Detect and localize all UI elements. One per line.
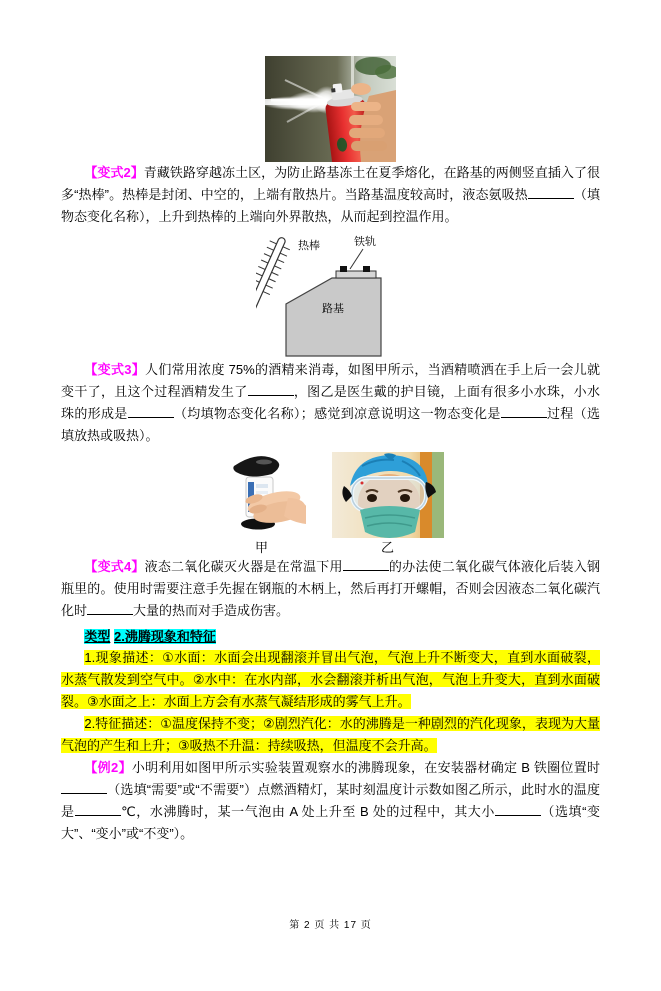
problem-v2-text-1: 青藏铁路穿越冻土区，为防止路基冻土在夏季熔化，在路基的两侧竖直插入了很多“热棒”。热棒是封闭、中空的，上端有散热片。当路基温度较高时，液态氨吸热 (61, 165, 600, 202)
rail-base (336, 271, 376, 278)
problem-v3 (61, 359, 600, 447)
rail-pointer-line (350, 249, 363, 269)
problem-v4-text-3: 大量的热而对手造成伤害。 (133, 603, 290, 618)
figure-yi-label: 乙 (380, 540, 394, 555)
section-heading-part1: 类型 (84, 629, 111, 644)
note-phenomenon (61, 647, 600, 713)
problem-v2-tag: 【变式2】 (84, 165, 144, 180)
background-curtain (432, 452, 444, 538)
heat-rod-diagram-svg (256, 232, 406, 359)
problem-v4-text-1: 液态二氧化碳灭火器是在常温下用 (144, 559, 343, 574)
note-characteristics-text: 2.特征描述：①温度保持不变；②剧烈汽化：水的沸腾是一种剧烈的汽化现象，表现为大量气泡的产生和上升；③吸热不升温：持续吸热，但温度不会升高。 (61, 716, 600, 753)
problem-v2 (61, 162, 600, 228)
roadbed-label: 路基 (321, 303, 344, 315)
fill-blank (75, 804, 121, 816)
spray-can-illustration (265, 56, 396, 162)
problem-v3-text-2: ，图乙是医生戴的护目镜，上面有很多小水珠，小水珠的形成是 (61, 384, 600, 421)
fill-blank (528, 187, 574, 199)
worksheet-page (0, 56, 661, 991)
spray-can-photo (265, 56, 396, 162)
problem-ex2-text-2: （选填“需要”或“不需要”）点燃酒精灯，某时刻温度计示数如图乙所示，此时水的温度是 (61, 782, 600, 819)
figure-jia-label: 甲 (254, 540, 268, 555)
fill-blank (87, 603, 133, 615)
problem-v4-text-2: 的办法使二氧化碳气体液化后装入钢瓶里的。使用时需要注意手先握在钢瓶的木柄上，然后再打开螺帽，否则会因液态二氧化碳汽化时 (61, 559, 600, 618)
problem-v3-text-4: 过程（选填放热或吸热）。 (61, 406, 600, 443)
fill-blank (495, 804, 541, 816)
problem-v2-text-2: （填物态变化名称），上升到热棒的上端向外界散热，从而起到控温作用。 (61, 187, 600, 224)
note-characteristics (61, 713, 600, 757)
page-number: 第 2 页 共 17 页 (289, 920, 372, 931)
problem-v3-tag: 【变式3】 (84, 362, 146, 377)
problem-v4 (61, 556, 600, 622)
roadbed-shape (286, 278, 381, 356)
problem-v3-text-1: 人们常用浓度 75%的酒精来消毒，如图甲所示，当酒精喷洒在手上后一会儿就变干了，且这个过程酒精发生了 (61, 362, 601, 399)
problem-ex2 (61, 757, 600, 845)
problem-ex2-tag: 【例2】 (84, 760, 132, 775)
figure-jia (218, 450, 306, 556)
document-body (0, 162, 661, 845)
problem-v3-text-3: （均填物态变化名称）；感觉到凉意说明这一物态变化是 (173, 406, 501, 421)
fill-blank (248, 384, 294, 396)
section-heading-part2: 2.沸腾现象和特征 (114, 629, 216, 644)
surgical-mask (360, 506, 420, 538)
fill-blank (343, 559, 389, 571)
problem-v4-tag: 【变式4】 (84, 559, 145, 574)
problem-ex2-text-4: （选填“变大”、“变小”或“不变”）。 (61, 804, 600, 841)
problem-ex2-text-1: 小明利用如图甲所示实验装置观察水的沸腾现象，在安装器材确定 B 铁圈位置时 (131, 760, 600, 775)
fill-blank (128, 406, 174, 418)
rail-label: 铁轨 (353, 236, 376, 248)
heat-rod-diagram (256, 232, 406, 359)
goggles-photo (332, 452, 444, 538)
rod-label: 热棒 (297, 240, 320, 252)
photo-pair (61, 450, 600, 556)
fill-blank (61, 782, 107, 794)
fill-blank (501, 406, 547, 418)
problem-ex2-text-3: ℃，水沸腾时，某一气泡由 A 处上升至 B 处的过程中，其大小 (120, 804, 495, 819)
note-phenomenon-text: 1.现象描述：①水面：水面会出现翻滚并冒出气泡，气泡上升不断变大，直到水面破裂，水蒸气散发到空气中。②水中：在水内部，水会翻滚并析出气泡，气泡上升变大，直到水面破裂。③水面之上：水面上方会有水蒸气凝结形成的雾气上升。 (61, 650, 600, 709)
rail-fastener-right (363, 266, 370, 272)
sanitizer-dispenser-photo (218, 450, 306, 538)
rail-fastener-left (340, 266, 347, 272)
section-heading (61, 626, 600, 647)
figure-yi (332, 452, 444, 556)
